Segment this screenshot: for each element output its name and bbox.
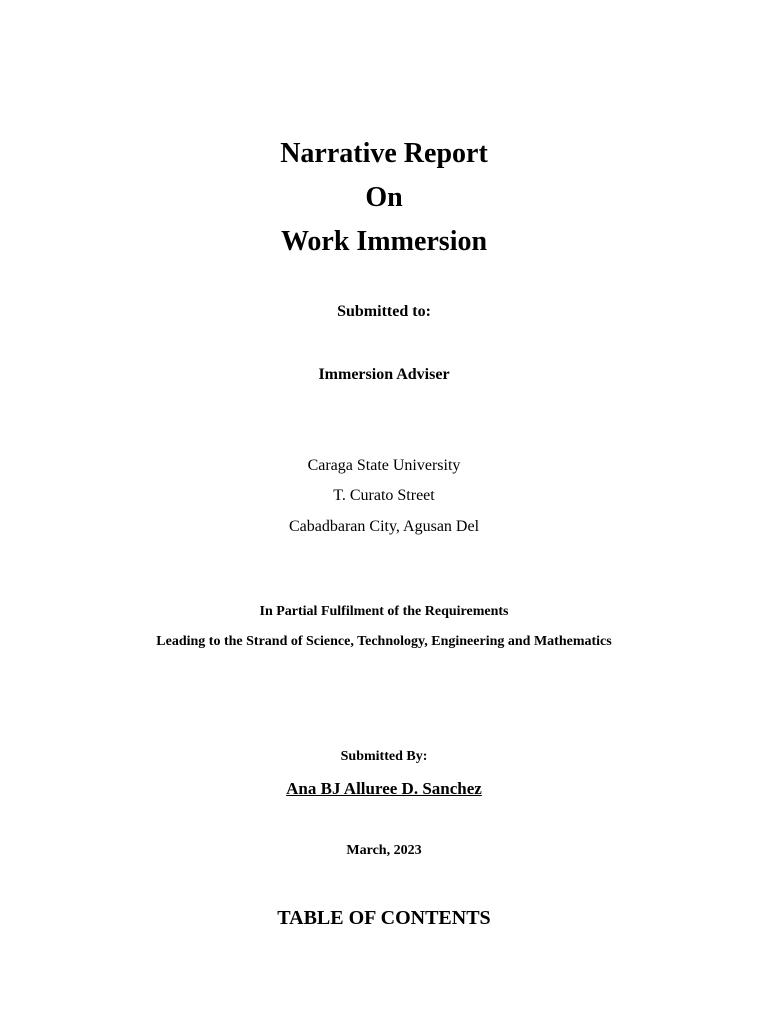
requirements-line-2: Leading to the Strand of Science, Technology, Engineering and Mathematics xyxy=(156,634,612,649)
address-line-2: T. Curato Street xyxy=(333,487,435,504)
title-line-2: On xyxy=(365,182,403,213)
requirements-line-1: In Partial Fulfilment of the Requirements xyxy=(259,604,509,619)
address-line-3: Cabadbaran City, Agusan Del xyxy=(288,518,480,535)
address-line-1: Caraga State University xyxy=(307,457,461,474)
title-line-1: Narrative Report xyxy=(280,138,488,169)
title-line-3: Work Immersion xyxy=(280,226,488,257)
author-name: Ana BJ Alluree D. Sanchez xyxy=(286,779,482,798)
submitted-to-recipient: Immersion Adviser xyxy=(318,366,450,383)
submitted-to-label: Submitted to: xyxy=(337,303,431,320)
submitted-by-label: Submitted By: xyxy=(340,749,428,764)
toc-heading: TABLE OF CONTENTS xyxy=(277,907,491,929)
date: March, 2023 xyxy=(346,843,422,858)
